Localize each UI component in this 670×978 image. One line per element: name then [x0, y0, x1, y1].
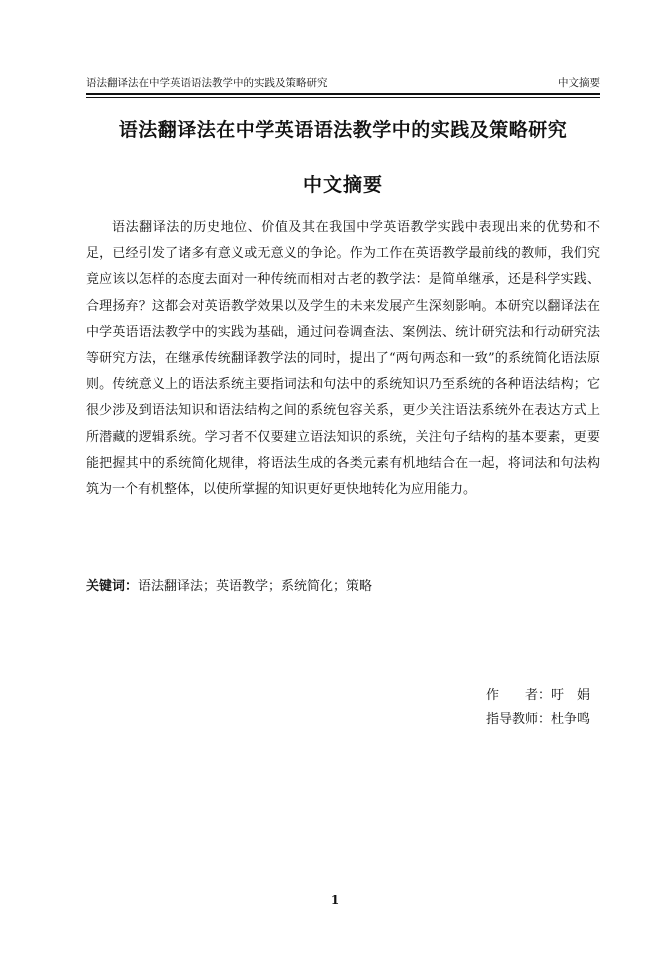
running-header-section: 中文摘要 [558, 77, 600, 89]
advisor-line [486, 708, 600, 732]
page-number: 1 [330, 893, 340, 907]
abstract-paragraph: 语法翻译法的历史地位、价值及其在我国中学英语教学实践中表现出来的优势和不足，已经引发了诸多有意义或无意义的争论。作为工作在英语教学最前线的教师，我们究竟应该以怎样的态度去面对一种传统而相对古老的教学法：是简单继承，还是科学实践、合理扬弃？这都会对英语教学效果以及学生的未来发展产生深刻影响。本研究以翻译法在中学英语语法教学中的实践为基础，通过问卷调查法、案例法、统计研究法和行动研究法等研究方法，在继承传统翻译教学法的同时，提出了“两句两态和一致”的系统简化语法原则。传统意义上的语法系统主要指词法和句法中的系统知识乃至系统的各种语法结构；它很少涉及到语法知识和语法结构之间的系统包容关系，更少关注语法系统外在表达方式上所潜藏的逻辑系统。学习者不仅要建立语法知识的系统，关注句子结构的基本要素，更要能把握其中的系统简化规律，将语法生成的各类元素有机地结合在一起，将词法和句法构筑为一个有机整体，以使所掌握的知识更好更快地转化为应用能力。 [86, 220, 600, 498]
advisor-label: 指导教师： [486, 712, 552, 727]
abstract-heading: 中文摘要 [302, 174, 383, 196]
author-block [486, 684, 600, 732]
keywords-text: 语法翻译法；英语教学；系统简化；策略 [138, 579, 373, 594]
advisor-name: 杜争鸣 [551, 712, 591, 727]
author-name: 吁 娟 [551, 688, 591, 703]
author-label: 作 者： [486, 688, 552, 703]
keywords-label: 关键词： [86, 579, 139, 594]
running-header [86, 75, 600, 92]
header-rule-thick [86, 93, 600, 95]
header-rule-thin [86, 97, 600, 98]
author-line [486, 684, 600, 708]
keywords-line [86, 577, 600, 597]
running-header-title: 语法翻译法在中学英语语法教学中的实践及策略研究 [86, 77, 328, 89]
page-title: 语法翻译法在中学英语语法教学中的实践及策略研究 [118, 119, 568, 141]
